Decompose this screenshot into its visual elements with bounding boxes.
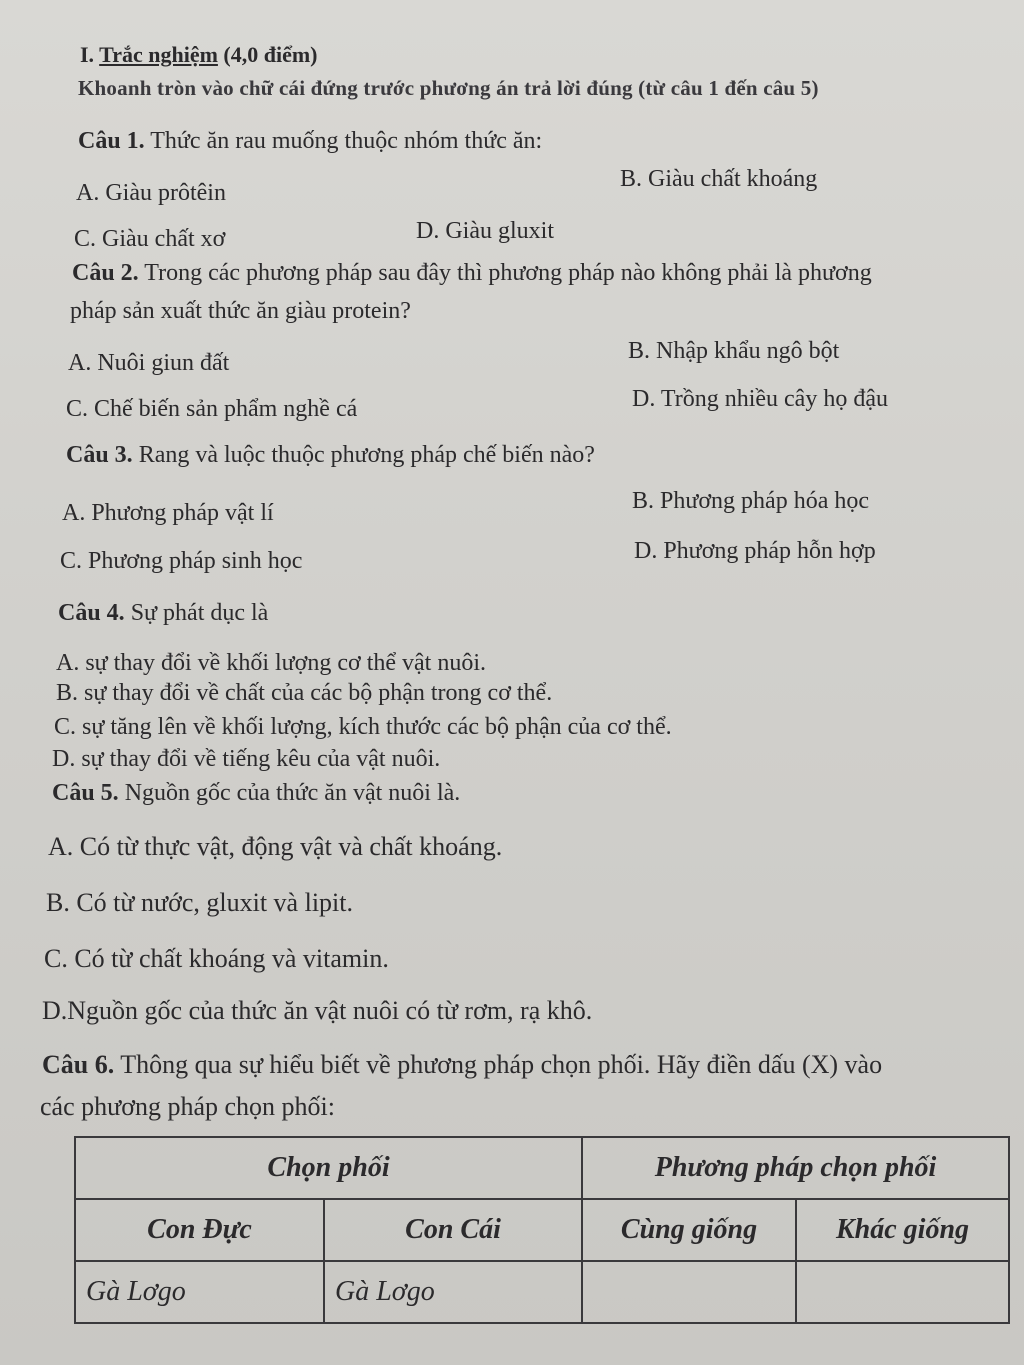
header-con-duc: Con Đực — [75, 1199, 324, 1261]
q3-option-b: B. Phương pháp hóa học — [632, 488, 870, 514]
q1-option-c: C. Giàu chất xơ — [74, 226, 226, 252]
cell-con-cai: Gà Lơgo — [324, 1261, 582, 1323]
q5-option-b: B. Có từ nước, gluxit và lipit. — [46, 888, 353, 917]
header-khac-giong: Khác giống — [796, 1199, 1009, 1261]
question-4 — [58, 600, 268, 627]
question-4-text: Sự phát dục là — [130, 600, 269, 626]
question-1-text: Thức ăn rau muống thuộc nhóm thức ăn: — [150, 128, 543, 154]
question-6-text-cont: các phương pháp chọn phối: — [40, 1092, 335, 1121]
mating-method-table — [74, 1136, 1010, 1324]
q5-option-a: A. Có từ thực vật, động vật và chất khoáng. — [48, 832, 503, 861]
question-5 — [52, 780, 460, 807]
section-roman: I. — [80, 42, 95, 67]
q1-option-d: D. Giàu gluxit — [416, 218, 554, 244]
section-points: (4,0 điểm) — [223, 42, 318, 67]
header-chon-phoi: Chọn phối — [75, 1137, 582, 1199]
question-5-label: Câu 5. — [52, 780, 119, 806]
q1-option-a: A. Giàu prôtêin — [76, 180, 226, 206]
question-2 — [72, 260, 872, 287]
table-header-row — [75, 1137, 1009, 1199]
question-2-text: Trong các phương pháp sau đây thì phương pháp nào không phải là phương — [144, 260, 872, 286]
q4-option-c: C. sự tăng lên về khối lượng, kích thước các bộ phận của cơ thể. — [54, 714, 672, 740]
q2-option-a: A. Nuôi giun đất — [68, 350, 230, 376]
question-1 — [78, 128, 542, 155]
question-2-text-cont: pháp sản xuất thức ăn giàu protein? — [70, 298, 411, 324]
question-2-label: Câu 2. — [72, 260, 139, 286]
q1-option-b: B. Giàu chất khoáng — [620, 166, 818, 192]
header-phuong-phap: Phương pháp chọn phối — [582, 1137, 1009, 1199]
q3-option-a: A. Phương pháp vật lí — [62, 500, 274, 526]
table-row — [75, 1261, 1009, 1323]
question-3-label: Câu 3. — [66, 442, 133, 468]
cell-khac-giong[interactable] — [796, 1261, 1009, 1323]
q4-option-b: B. sự thay đổi về chất của các bộ phận trong cơ thể. — [56, 680, 553, 706]
cell-cung-giong[interactable] — [582, 1261, 796, 1323]
question-6-label: Câu 6. — [42, 1050, 115, 1079]
q5-option-d: D.Nguồn gốc của thức ăn vật nuôi có từ rơm, rạ khô. — [42, 996, 593, 1025]
table-subheader-row — [75, 1199, 1009, 1261]
q4-option-a: A. sự thay đổi về khối lượng cơ thể vật nuôi. — [56, 650, 487, 676]
cell-con-duc: Gà Lơgo — [75, 1261, 324, 1323]
q2-option-d: D. Trồng nhiều cây họ đậu — [632, 386, 888, 412]
q2-option-b: B. Nhập khẩu ngô bột — [628, 338, 840, 364]
header-cung-giong: Cùng giống — [582, 1199, 796, 1261]
header-con-cai: Con Cái — [324, 1199, 582, 1261]
question-6 — [42, 1050, 882, 1080]
section-title: Trắc nghiệm — [99, 42, 218, 67]
q4-option-d: D. sự thay đổi về tiếng kêu của vật nuôi. — [52, 746, 441, 772]
section-heading — [80, 42, 318, 68]
q5-option-c: C. Có từ chất khoáng và vitamin. — [44, 944, 389, 973]
q3-option-c: C. Phương pháp sinh học — [60, 548, 303, 574]
instruction: Khoanh tròn vào chữ cái đứng trước phương án trả lời đúng (từ câu 1 đến câu 5) — [78, 76, 819, 100]
question-3 — [66, 442, 595, 469]
question-3-text: Rang và luộc thuộc phương pháp chế biến nào? — [138, 442, 595, 468]
question-6-text: Thông qua sự hiểu biết về phương pháp chọn phối. Hãy điền dấu (X) vào — [120, 1050, 883, 1079]
question-4-label: Câu 4. — [58, 600, 125, 626]
q2-option-c: C. Chế biến sản phẩm nghề cá — [66, 396, 358, 422]
q3-option-d: D. Phương pháp hỗn hợp — [634, 538, 876, 564]
question-1-label: Câu 1. — [78, 128, 145, 154]
question-5-text: Nguồn gốc của thức ăn vật nuôi là. — [124, 780, 461, 806]
